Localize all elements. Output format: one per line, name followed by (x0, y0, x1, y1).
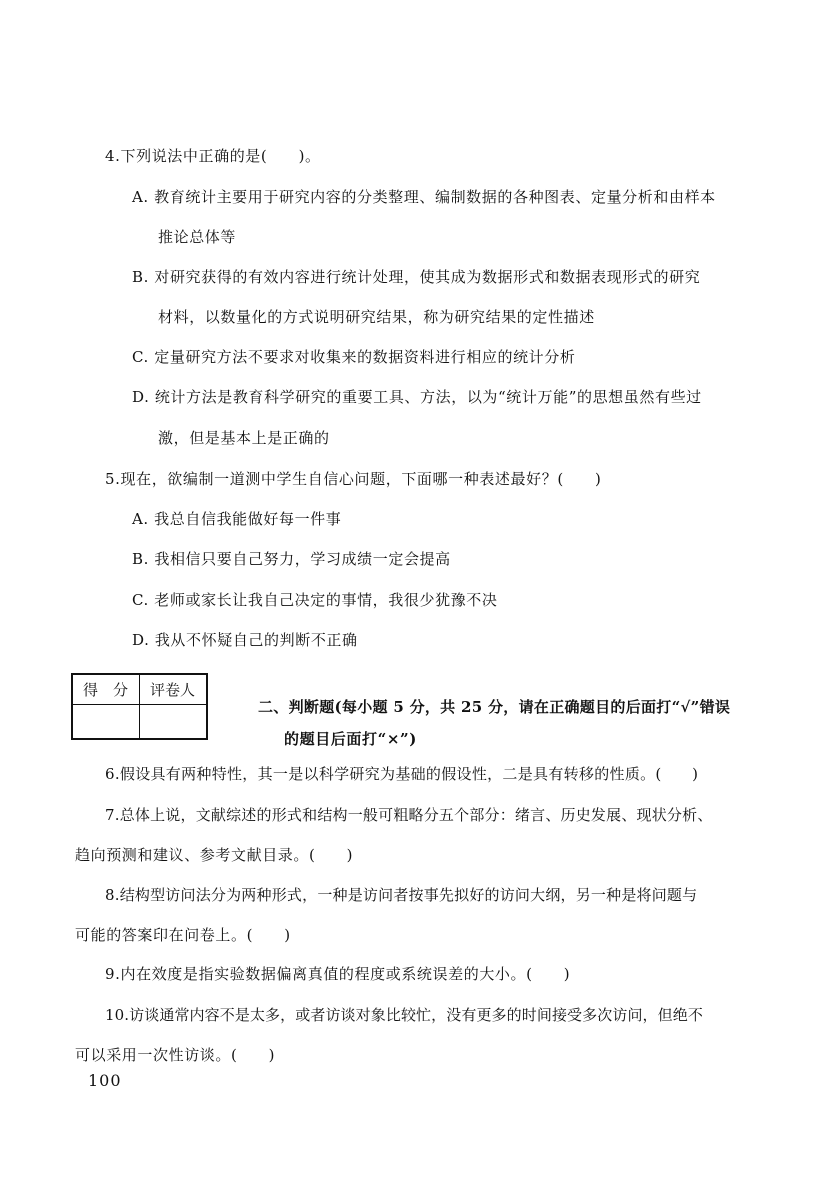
score-table-divider (73, 704, 206, 705)
question-4-option-d-cont: 激，但是基本上是正确的 (158, 429, 330, 447)
question-4-option-a: A. 教育统计主要用于研究内容的分类整理、编制数据的各种图表、定量分析和由样本 (132, 188, 716, 206)
question-7-cont: 趋向预测和建议、参考文献目录。( ) (75, 846, 354, 864)
question-5-option-b: B. 我相信只要自己努力，学习成绩一定会提高 (132, 550, 451, 568)
question-10-cont: 可以采用一次性访谈。( ) (75, 1046, 276, 1064)
score-table (71, 673, 208, 740)
question-7: 7.总体上说，文献综述的形式和结构一般可粗略分五个部分：绪言、历史发展、现状分析、 (105, 806, 713, 824)
section-2-heading-cont: 的题目后面打“×”) (284, 730, 417, 748)
question-4-option-b-cont: 材料，以数量化的方式说明研究结果，称为研究结果的定性描述 (158, 308, 595, 326)
question-5-option-d: D. 我从不怀疑自己的判断不正确 (132, 631, 358, 649)
question-4-option-c: C. 定量研究方法不要求对收集来的数据资料进行相应的统计分析 (132, 348, 576, 366)
question-4-option-a-cont: 推论总体等 (158, 228, 237, 246)
score-label: 得 分 (83, 681, 129, 699)
question-4-option-d: D. 统计方法是教育科学研究的重要工具、方法，以为“统计万能”的思想虽然有些过 (132, 388, 702, 406)
score-table-divider (139, 675, 140, 738)
question-4-option-b: B. 对研究获得的有效内容进行统计处理，使其成为数据形式和数据表现形式的研究 (132, 268, 701, 286)
question-5-option-c: C. 老师或家长让我自己决定的事情，我很少犹豫不决 (132, 591, 498, 609)
question-5-stem: 5.现在，欲编制一道测中学生自信心问题，下面哪一种表述最好？( ) (105, 470, 602, 488)
grader-label: 评卷人 (150, 681, 196, 699)
question-5-option-a: A. 我总自信我能做好每一件事 (132, 510, 342, 528)
question-9: 9.内在效度是指实验数据偏离真值的程度或系统误差的大小。( ) (105, 965, 571, 983)
page-number: 100 (88, 1071, 122, 1090)
question-8-cont: 可能的答案印在问卷上。( ) (75, 926, 291, 944)
question-8: 8.结构型访问法分为两种形式，一种是访问者按事先拟好的访问大纲，另一种是将问题与 (105, 886, 698, 904)
question-6: 6.假设具有两种特性，其一是以科学研究为基础的假设性，二是具有转移的性质。( ) (105, 765, 699, 783)
section-2-heading: 二、判断题(每小题 5 分，共 25 分，请在正确题目的后面打“√”错误 (258, 698, 731, 716)
question-10: 10.访谈通常内容不是太多，或者访谈对象比较忙，没有更多的时间接受多次访问，但绝不 (105, 1006, 703, 1024)
question-4-stem: 4.下列说法中正确的是( )。 (105, 147, 321, 165)
